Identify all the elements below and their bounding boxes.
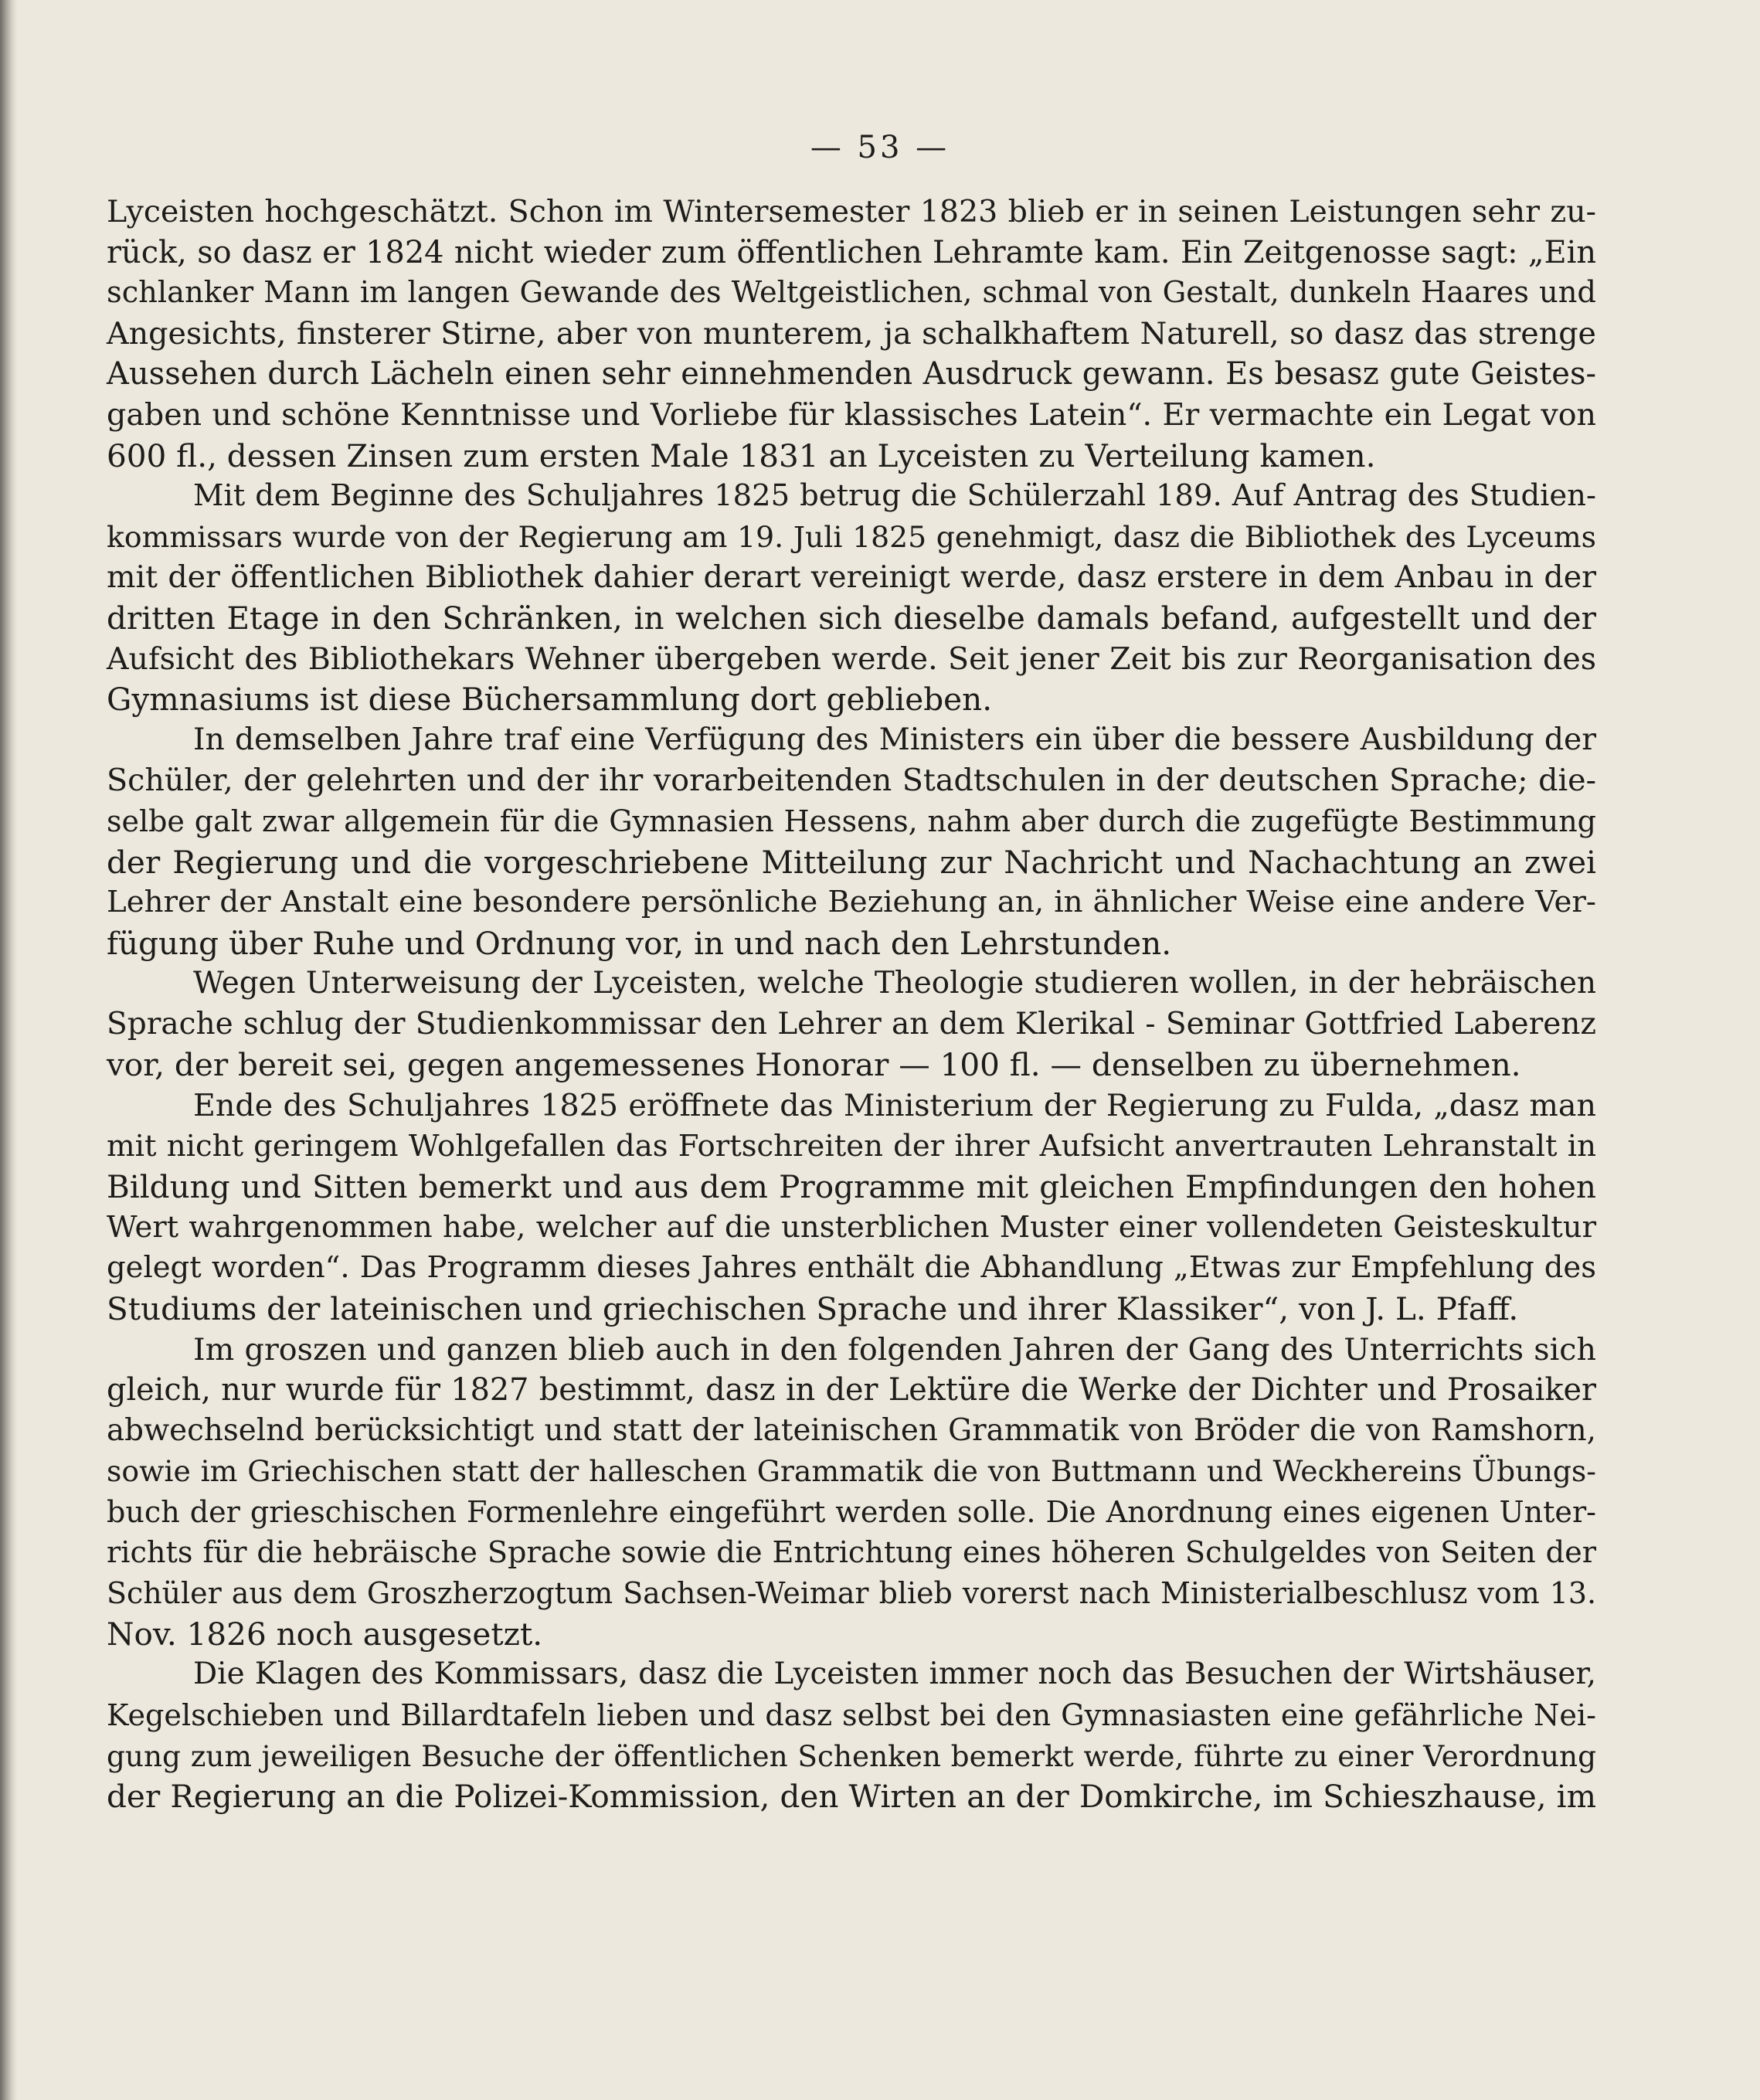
text-line: Kegelschieben und Billardtafeln lieben und dasz selbst bei den Gymnasiasten eine gefährliche Nei- [107,1697,1596,1732]
text-line: rück, so dasz er 1824 nicht wieder zum öffentlichen Lehramte kam. Ein Zeitgenosse sagt: „Ein [107,234,1596,270]
text-line: Schüler, der gelehrten und der ihr vorarbeitenden Stadtschulen in der deutschen Sprache; die- [107,763,1596,799]
text-line: Wegen Unterweisung der Lyceisten, welche Theologie studieren wollen, in der hebräischen [193,966,1596,1001]
text-line: vor, der bereit sei, gegen angemessenes Honorar — 100 fl. — denselben zu übernehmen. [107,1046,1521,1084]
text-line: dritten Etage in den Schränken, in welchen sich dieselbe damals befand, aufgestellt und der [107,599,1596,637]
text-line: Aufsicht des Bibliothekars Wehner übergeben werde. Seit jener Zeit bis zur Reorganisation des [107,641,1596,677]
text-line: Angesichts, finsterer Stirne, aber von munterem, ja schalkhaftem Naturell, so dasz das strenge [107,315,1596,352]
text-line: 600 fl., dessen Zinsen zum ersten Male 1831 an Lyceisten zu Verteilung kamen. [107,437,1376,474]
text-line: gelegt worden“. Das Programm dieses Jahres enthält die Abhandlung „Etwas zur Empfehlung des [107,1250,1596,1286]
text-line: mit der öffentlichen Bibliothek dahier derart vereinigt werde, dasz erstere in dem Anbau in der [107,559,1596,596]
page-number: — 53 — [810,130,950,165]
text-line: Nov. 1826 noch ausgesetzt. [107,1615,543,1653]
text-line: Sprache schlug der Studienkommissar den Lehrer an dem Klerikal - Seminar Gottfried Laberenz [107,1006,1596,1042]
binding-shadow [0,0,17,2100]
text-line: der Regierung an die Polizei-Kommission, den Wirten an der Domkirche, im Schieszhause, im [107,1778,1596,1816]
text-line: buch der grieschischen Formenlehre eingeführt werden solle. Die Anordnung eines eigenen Unter- [107,1495,1596,1529]
text-line: Ende des Schuljahres 1825 eröffnete das Ministerium der Regierung zu Fulda, „dasz man [193,1088,1596,1124]
text-line: Im groszen und ganzen blieb auch in den folgenden Jahren der Gang des Unterrichts sich [193,1331,1596,1368]
text-line: Die Klagen des Kommissars, dasz die Lyceisten immer noch das Besuchen der Wirtshäuser, [193,1657,1596,1692]
text-line: der Regierung und die vorgeschriebene Mitteilung zur Nachricht und Nachachtung an zwei [107,843,1596,881]
text-line: Bildung und Sitten bemerkt und aus dem Programme mit gleichen Empfindungen den hohen [107,1168,1596,1206]
text-line: Mit dem Beginne des Schuljahres 1825 betrug die Schülerzahl 189. Auf Antrag des Studien- [193,478,1596,514]
text-line: kommissars wurde von der Regierung am 19. Juli 1825 genehmigt, dasz die Bibliothek des Lyceums [107,519,1596,554]
text-line: Schüler aus dem Groszherzogtum Sachsen-Weimar blieb vorerst nach Ministerialbeschlusz vom 13. [107,1576,1596,1611]
text-body [107,192,1596,1817]
text-line: gleich, nur wurde für 1827 bestimmt, dasz in der Lektüre die Werke der Dichter und Prosaiker [107,1372,1596,1408]
text-line: gung zum jeweiligen Besuche der öffentlichen Schenken bemerkt werde, führte zu einer Verordnung [107,1738,1596,1773]
text-line: richts für die hebräische Sprache sowie die Entrichtung eines höheren Schulgeldes von Seiten der [107,1535,1596,1570]
text-line: Gymnasiums ist diese Büchersammlung dort geblieben. [107,681,993,719]
text-line: Studiums der lateinischen und griechischen Sprache und ihrer Klassiker“, von J. L. Pfaff. [107,1290,1519,1328]
text-line: In demselben Jahre traf eine Verfügung des Ministers ein über die bessere Ausbildung der [193,722,1596,757]
text-line: gaben und schöne Kenntnisse und Vorliebe für klassisches Latein“. Er vermachte ein Legat von [107,396,1596,433]
text-line: mit nicht geringem Wohlgefallen das Fortschreiten der ihrer Aufsicht anvertrauten Lehranstalt in [107,1128,1596,1164]
text-line: Lyceisten hochgeschätzt. Schon im Wintersemester 1823 blieb er in seinen Leistungen sehr zu- [107,194,1596,229]
text-line: fügung über Ruhe und Ordnung vor, in und nach den Lehrstunden. [107,924,1172,962]
text-line: abwechselnd berücksichtigt und statt der lateinischen Grammatik von Bröder die von Ramshorn, [107,1412,1596,1448]
text-line: Aussehen durch Lächeln einen sehr einnehmenden Ausdruck gewann. Es besasz gute Geistes- [107,356,1596,392]
text-line: schlanker Mann im langen Gewande des Weltgeistlichen, schmal von Gestalt, dunkeln Haares und [107,275,1596,311]
text-line: sowie im Griechischen statt der halleschen Grammatik die von Buttmann und Weckhereins Übungs- [107,1454,1596,1489]
text-line: Lehrer der Anstalt eine besondere persönliche Beziehung an, in ähnlicher Weise eine andere Ver- [107,885,1596,920]
text-line: Wert wahrgenommen habe, welcher auf die unsterblichen Muster einer vollendeten Geisteskultur [107,1209,1596,1245]
text-line: selbe galt zwar allgemein für die Gymnasien Hessens, nahm aber durch die zugefügte Bestimmung [107,804,1596,838]
